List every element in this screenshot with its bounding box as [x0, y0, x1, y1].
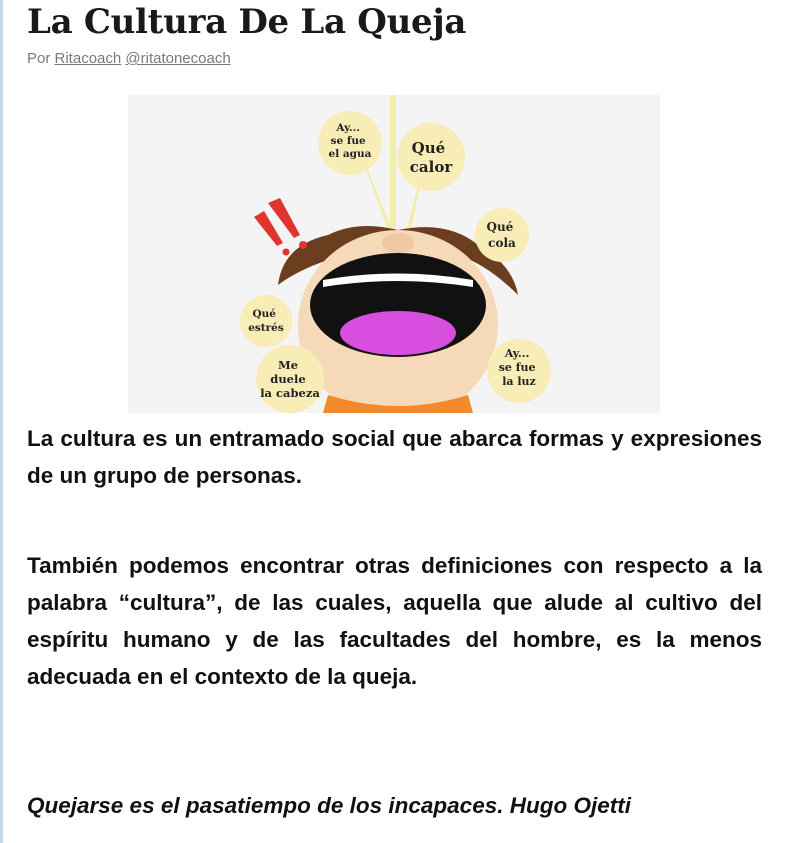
- svg-text:Me duele la ca: Me duele la cabeza: [260, 358, 320, 400]
- speech-bubble: [475, 208, 529, 262]
- speech-bubble: [318, 111, 382, 175]
- speech-bubble: [397, 123, 465, 191]
- exclamation-icon: [254, 198, 307, 256]
- body-paragraph-1: La cultura es un entramado social que abarca formas y expresiones de un grupo de personas.: [27, 426, 762, 488]
- complaining-face-illustration: [128, 95, 660, 413]
- article-title: La Cultura De La Queja: [27, 2, 467, 42]
- svg-text:Ay... se fue l: Ay... se fue la luz: [498, 347, 536, 388]
- speech-bubble: [487, 339, 551, 403]
- author-link[interactable]: Ritacoach: [54, 50, 122, 67]
- speech-bubble: [256, 345, 324, 413]
- byline-prefix: Por: [27, 50, 51, 67]
- speech-bubble: [240, 295, 292, 347]
- tongue: [340, 311, 456, 355]
- svg-text:Ay... se fue e: Ay... se fue el agua: [328, 122, 372, 160]
- svg-text:Qué cola: Qué cola: [486, 220, 516, 250]
- author-handle-link[interactable]: @ritatonecoach: [125, 50, 231, 67]
- closing-quote: Quejarse es el pasatiempo de los incapaces. Hugo Ojetti: [27, 793, 631, 818]
- svg-text:Qué calor: Qué calor: [409, 139, 453, 176]
- nose: [382, 233, 414, 253]
- body-paragraph-2: También podemos encontrar otras definiciones con respecto a la palabra “cultura”, de las cuales, aquella que alude al cultivo del espíritu humano y de las facultades del hombre, es la menos adecuada en el contexto de la queja.: [27, 553, 762, 689]
- svg-text:Qué estrés: Qué estrés: [248, 308, 284, 334]
- left-border: [0, 0, 3, 843]
- byline: [27, 50, 231, 67]
- article-illustration: [128, 95, 660, 413]
